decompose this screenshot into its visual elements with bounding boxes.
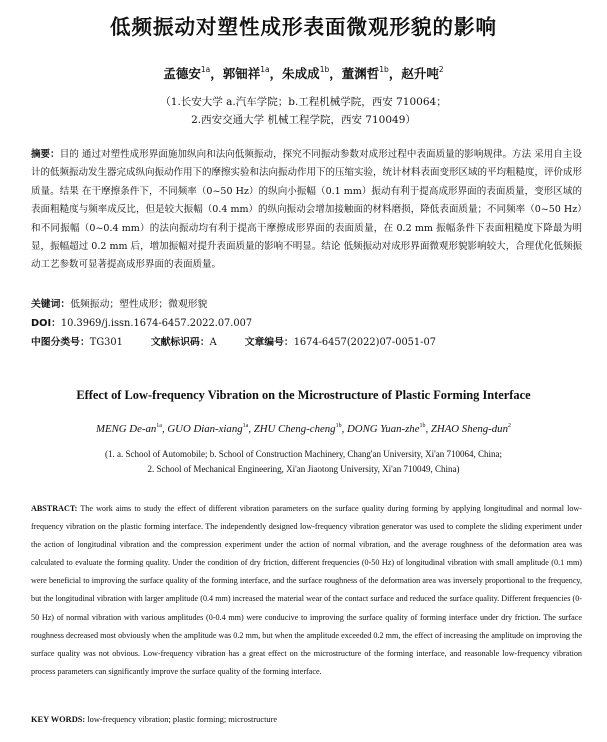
document-code — [151, 334, 217, 348]
document-code-label: 文献标识码： — [150, 337, 210, 348]
en-author-affiliation-mark: 1b — [335, 423, 342, 429]
en-author — [431, 423, 511, 435]
article-number-value: 1674-6457(2022)07-0051-07 — [293, 337, 436, 348]
chinese-keywords — [31, 296, 207, 310]
chinese-author-list — [0, 64, 607, 82]
english-keywords-text: low-frequency vibration; plastic forming; microstructure — [87, 715, 278, 724]
clc-number-value: TG301 — [89, 337, 123, 348]
english-title: Effect of Low-frequency Vibration on the Microstructure of Plastic Forming Interface — [76, 388, 531, 402]
en-author-name: GUO Dian-xiang — [167, 423, 243, 435]
english-affiliation-line-1: (1. a. School of Automobile; b. School of Construction Machinery, Chang'an University, Xi'an 710064, China; — [104, 449, 503, 459]
cn-author — [342, 66, 402, 81]
english-author-list — [0, 423, 607, 435]
chinese-affiliation-line-2: 2.西安交通大学 机械工程学院，西安 710049） — [191, 114, 416, 126]
cn-author — [223, 66, 282, 81]
doi-value: 10.3969/j.issn.1674-6457.2022.07.007 — [60, 318, 253, 329]
chinese-abstract-label: 摘要： — [31, 149, 60, 160]
en-author-affiliation-mark: 1a — [156, 423, 162, 429]
en-author-name: MENG De-an — [96, 423, 157, 435]
cn-author-name: 郭钿祥 — [222, 66, 261, 81]
en-author-name: DONG Yuan-zhe — [347, 423, 420, 435]
cn-author-affiliation-mark: 2 — [438, 65, 444, 74]
cn-author-separator: ， — [329, 66, 342, 81]
cn-author-affiliation-mark: 1a — [260, 65, 270, 74]
en-author-separator: , — [161, 423, 168, 435]
en-author-name: ZHU Cheng-cheng — [253, 423, 336, 435]
article-number — [245, 334, 436, 348]
en-author-affiliation-mark: 2 — [507, 423, 511, 429]
clc-number — [31, 334, 123, 348]
cn-author-affiliation-mark: 1b — [379, 65, 389, 74]
cn-author-affiliation-mark: 1a — [200, 65, 211, 74]
cn-author-name: 董渊哲 — [341, 66, 380, 81]
en-author-name: ZHAO Sheng-dun — [430, 423, 508, 435]
en-author-affiliation-mark: 1a — [242, 423, 249, 429]
doi-line — [31, 315, 252, 329]
english-abstract-text: The work aims to study the effect of different vibration parameters on the surface quality during forming by applying longitudinal and normal low-frequency vibration on the plastic forming interface. The independently designed low-frequency vibration generator was used to complete the sliding experiment under the action of longitudinal vibration and the compression experiment under the action of normal vibration, and the average roughness of the deformation area was calculated to evaluate the forming quality. Under the condition of dry friction, different frequencies (0-50 Hz) of longitudinal vibration with small amplitude (0.1 mm) were beneficial to improving the surface quality of the forming interface, and the surface roughness of the deformation area was inversely proportional to the frequency, but the longitudinal vibration with larger amplitude (0.4 mm) increased the material wear of the contact surface and reduced the surface quality. Different frequencies (0-50 Hz) of normal vibration with various amplitudes (0-0.4 mm) were conducive to improving the surface quality of forming interface under dry friction. The surface roughness decreased most obviously when the amplitude was 0.2 mm, but when the amplitude exceeded 0.2 mm, the effect of increasing the amplitude on improving the surface quality was not obvious. Low-frequency vibration has a great effect on the microstructure of the forming interface, and reasonable low-frequency vibration process parameters can significantly improve the surface quality of the forming interface. — [31, 504, 583, 676]
en-author — [96, 423, 167, 435]
cn-author — [163, 66, 222, 81]
chinese-abstract-text: 目的 通过对塑性成形界面施加纵向和法向低频振动，探究不同振动参数对成形过程中表面质量的影响规律。方法 采用自主设计的低频振动发生器完成纵向振动作用下的摩擦实验和法向振动作用下的压缩实验，统计材料表面变形区域的平均粗糙度，评价成形质量。结果 在干摩擦条件下，不同频率（0~50 Hz）的纵向小振幅（0.1 mm）振动有利于提高成形界面的表面质量，变形区域的表面粗糙度与频率成反比，但是较大振幅（0.4 mm）的纵向振动会增加接触面的材料磨损，降低表面质量；不同频率（0~50 Hz）和不同振幅（0~0.4 mm）的法向振动均有利于提高干摩擦成形界面的表面质量，在 0.2 mm 振幅条件下表面粗糙度下降最为明显，振幅超过 0.2 mm 后，增加振幅对提升表面质量的影响不明显。结论 低频振动对成形界面微观形貌影响较大，合理优化低频振动工艺参数可显著提高成形界面的表面质量。 — [31, 149, 583, 271]
cn-author-name: 朱成成 — [282, 66, 320, 81]
clc-number-label: 中图分类号： — [31, 337, 90, 348]
english-keywords — [31, 715, 277, 724]
english-abstract-label: ABSTRACT: — [31, 504, 78, 513]
en-author — [347, 423, 431, 435]
cn-author — [401, 66, 443, 81]
english-keywords-label: KEY WORDS: — [31, 715, 86, 724]
cn-author-separator: ， — [210, 66, 223, 81]
en-author — [167, 423, 253, 435]
article-number-label: 文章编号： — [244, 337, 294, 348]
en-author — [254, 423, 347, 435]
en-author-separator: , — [248, 423, 254, 435]
en-author-separator: , — [341, 423, 347, 435]
chinese-keywords-label: 关键词： — [31, 299, 71, 310]
english-abstract — [31, 500, 582, 681]
cn-author-name: 孟德安 — [163, 66, 201, 81]
chinese-affiliation-line-1: （1.长安大学 a.汽车学院；b.工程机械学院，西安 710064； — [160, 96, 447, 108]
english-affiliation-line-2: 2. School of Mechanical Engineering, Xi'an Jiaotong University, Xi'an 710049, China) — [147, 464, 460, 474]
chinese-abstract — [31, 146, 582, 275]
doi-label: DOI： — [31, 318, 61, 329]
cn-author — [282, 66, 342, 81]
chinese-title: 低频振动对塑性成形表面微观形貌的影响 — [110, 15, 497, 39]
en-author-separator: , — [425, 423, 431, 435]
classification-line — [31, 334, 464, 348]
cn-author-separator: ， — [269, 66, 283, 81]
cn-author-name: 赵升吨 — [401, 66, 439, 81]
document-code-value: A — [209, 337, 217, 348]
cn-author-separator: ， — [388, 66, 402, 81]
en-author-affiliation-mark: 1b — [419, 423, 426, 429]
cn-author-affiliation-mark: 1b — [319, 65, 330, 74]
chinese-keywords-text: 低频振动；塑性成形；微观形貌 — [70, 299, 208, 310]
